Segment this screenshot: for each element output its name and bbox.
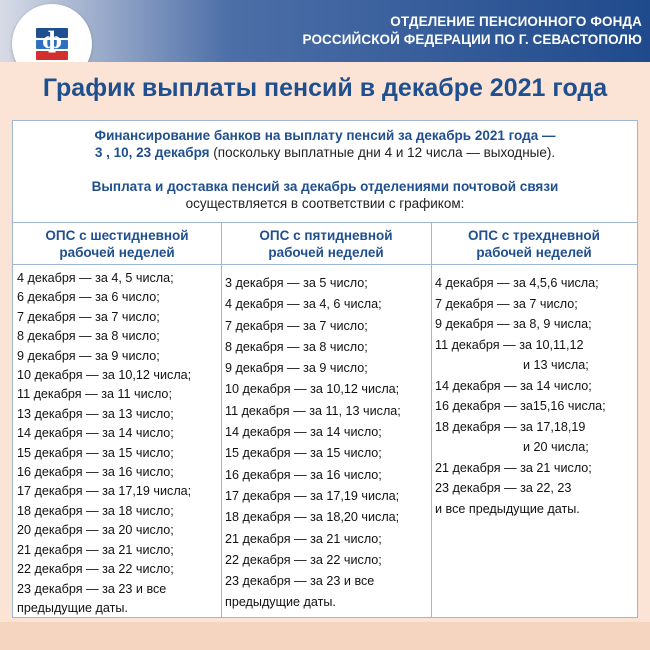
list-item: 21 декабря — за 21 число; bbox=[435, 460, 592, 475]
org-name-line1: ОТДЕЛЕНИЕ ПЕНСИОННОГО ФОНДА bbox=[390, 14, 642, 29]
funding-note-reason: (поскольку выплатные дни 4 и 12 числа — выходные). bbox=[209, 145, 556, 160]
column-divider-2 bbox=[431, 222, 432, 618]
list-item: 14 декабря — за 14 число; bbox=[435, 378, 592, 393]
list-item: 3 декабря — за 5 число; bbox=[225, 276, 368, 290]
schedule-list-five-day bbox=[225, 273, 401, 614]
list-item: 16 декабря — за 16 число; bbox=[225, 467, 382, 482]
list-item: 7 декабря — за 7 число; bbox=[17, 309, 160, 324]
list-item: 18 декабря — за 18 число; bbox=[17, 503, 174, 518]
list-item: 16 декабря — за 16 число; bbox=[17, 465, 174, 480]
funding-note-line1: Финансирование банков на выплату пенсий за декабрь 2021 года — bbox=[94, 128, 556, 143]
list-item: 9 декабря — за 8, 9 числа; bbox=[435, 317, 592, 331]
column-header-line1: ОПС с шестидневной bbox=[45, 228, 189, 243]
list-item: 23 декабря — за 23 и все bbox=[225, 574, 375, 589]
list-item: и 13 числа; bbox=[523, 358, 589, 372]
list-item: 18 декабря — за 17,18,19 bbox=[435, 419, 586, 434]
column-header-six-day bbox=[13, 227, 221, 261]
delivery-note-line2: осуществляется в соответствии с графиком: bbox=[185, 196, 465, 211]
delivery-note-line1: Выплата и доставка пенсий за декабрь отделениями почтовой связи bbox=[91, 179, 559, 194]
list-item: предыдущие даты. bbox=[225, 595, 336, 610]
list-item: 11 декабря — за 10,11,12 bbox=[435, 337, 584, 352]
column-header-line2: рабочей неделей bbox=[476, 245, 592, 260]
list-item: 13 декабря — за 13 число; bbox=[17, 406, 174, 421]
list-item: 7 декабря — за 7 число; bbox=[435, 296, 578, 311]
list-item: 11 декабря — за 11, 13 числа; bbox=[225, 403, 401, 418]
list-item: 18 декабря — за 18,20 числа; bbox=[225, 510, 400, 525]
list-item: и все предыдущие даты. bbox=[435, 501, 580, 516]
list-item: 15 декабря — за 15 число; bbox=[17, 445, 174, 460]
column-header-line1: ОПС с трехдневной bbox=[468, 228, 600, 243]
list-item: 8 декабря — за 8 число; bbox=[225, 339, 368, 354]
list-item: 10 декабря — за 10,12 числа; bbox=[225, 382, 400, 397]
list-item: 21 декабря — за 21 число; bbox=[225, 531, 382, 546]
column-header-five-day bbox=[221, 227, 431, 261]
delivery-note bbox=[13, 178, 637, 212]
column-header-line1: ОПС с пятидневной bbox=[259, 228, 393, 243]
footer-strip bbox=[0, 622, 650, 650]
svg-text:ф: ф bbox=[42, 28, 62, 54]
list-item: 11 декабря — за 11 число; bbox=[17, 387, 172, 402]
list-item: 21 декабря — за 21 число; bbox=[17, 542, 174, 557]
list-item: 17 декабря — за 17,19 числа; bbox=[17, 484, 192, 499]
list-item: 16 декабря — за15,16 числа; bbox=[435, 399, 606, 413]
column-header-three-day bbox=[431, 227, 637, 261]
column-header-line2: рабочей неделей bbox=[268, 245, 384, 260]
table-header-divider bbox=[13, 264, 637, 265]
column-divider-1 bbox=[221, 222, 222, 618]
schedule-card bbox=[12, 120, 638, 618]
list-item: 4 декабря — за 4, 6 числа; bbox=[225, 297, 382, 312]
list-item: 20 декабря — за 20 число; bbox=[17, 523, 174, 538]
list-item: 4 декабря — за 4, 5 числа; bbox=[17, 271, 174, 285]
list-item: 10 декабря — за 10,12 числа; bbox=[17, 368, 192, 383]
list-item: 22 декабря — за 22 число; bbox=[17, 562, 174, 577]
organization-name bbox=[222, 13, 642, 49]
list-item: и 20 числа; bbox=[523, 440, 589, 454]
list-item: 7 декабря — за 7 число; bbox=[225, 318, 368, 333]
list-item: 4 декабря — за 4,5,6 числа; bbox=[435, 276, 599, 290]
funding-note bbox=[13, 127, 637, 161]
list-item: 14 декабря — за 14 число; bbox=[225, 425, 382, 440]
list-item: 23 декабря — за 22, 23 bbox=[435, 481, 572, 495]
schedule-list-six-day bbox=[17, 269, 191, 618]
list-item: 9 декабря — за 9 число; bbox=[17, 348, 160, 363]
schedule-list-three-day bbox=[435, 273, 606, 519]
table-top-divider bbox=[13, 222, 637, 223]
page-title: График выплаты пенсий в декабре 2021 года bbox=[42, 74, 608, 102]
funding-dates: 3 , 10, 23 декабря bbox=[94, 145, 210, 160]
column-header-line2: рабочей неделей bbox=[59, 245, 175, 260]
list-item: 15 декабря — за 15 число; bbox=[225, 446, 382, 461]
list-item: 17 декабря — за 17,19 числа; bbox=[225, 488, 400, 503]
list-item: 23 декабря — за 23 и все bbox=[17, 581, 167, 596]
org-name-line2: РОССИЙСКОЙ ФЕДЕРАЦИИ ПО Г. СЕВАСТОПОЛЮ bbox=[302, 32, 642, 47]
list-item: 9 декабря — за 9 число; bbox=[225, 361, 368, 376]
list-item: предыдущие даты. bbox=[17, 600, 128, 615]
list-item: 14 декабря — за 14 число; bbox=[17, 426, 174, 441]
list-item: 22 декабря — за 22 число; bbox=[225, 552, 382, 567]
list-item: 6 декабря — за 6 число; bbox=[17, 290, 160, 305]
list-item: 8 декабря — за 8 число; bbox=[17, 329, 160, 344]
